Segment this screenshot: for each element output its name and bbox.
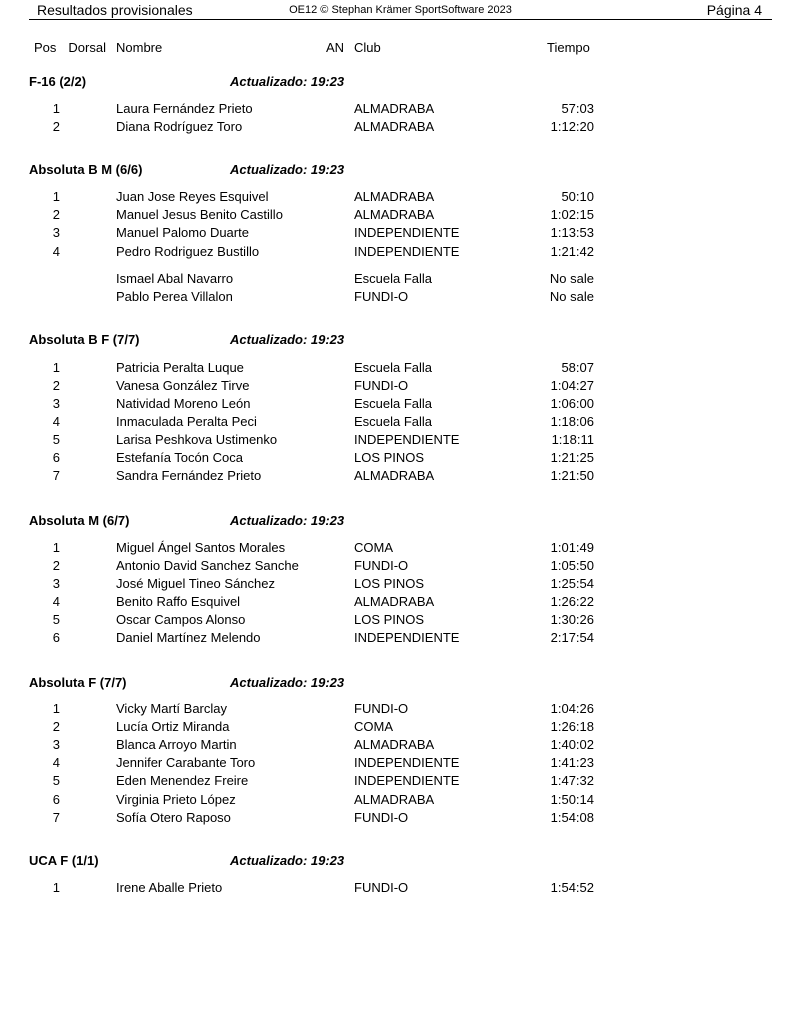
result-pos: 6 [52,630,60,645]
result-name: Larisa Peshkova Ustimenko [116,432,278,447]
col-header-dorsal [60,40,106,55]
result-row [0,880,800,898]
result-row [0,119,800,137]
result-time: 1:21:50 [550,468,594,483]
result-name: Manuel Palomo Duarte [116,225,249,240]
result-time: 1:06:00 [550,396,594,411]
category-title: Absoluta F (7/7) [29,675,127,690]
category-updated: Actualizado: 19:23 [230,853,345,868]
result-club: ALMADRABA [354,119,435,134]
result-name: Benito Raffo Esquivel [116,594,241,609]
result-row [0,360,800,378]
result-row [0,450,800,468]
result-pos: 7 [52,468,60,483]
result-row [0,432,800,450]
result-name: Virginia Prieto López [116,792,236,807]
software-credit: OE12 © Stephan Krämer SportSoftware 2023 [289,4,512,16]
result-club: INDEPENDIENTE [354,225,460,240]
result-name: Sandra Fernández Prieto [116,468,262,483]
result-time: 1:04:27 [550,378,594,393]
result-name: Patricia Peralta Luque [116,360,244,375]
result-pos: 1 [52,540,60,555]
result-row [0,468,800,486]
result-club: ALMADRABA [354,101,435,116]
result-club: LOS PINOS [354,612,425,627]
result-name: Jennifer Carabante Toro [116,755,256,770]
result-name: Lucía Ortiz Miranda [116,719,230,734]
result-row [0,755,800,773]
result-row [0,719,800,737]
result-club: INDEPENDIENTE [354,755,460,770]
result-pos: 6 [52,792,60,807]
result-row [0,225,800,243]
col-header-an: AN [326,40,345,55]
result-name: Irene Aballe Prieto [116,880,223,895]
result-time: 1:26:22 [550,594,594,609]
result-club: ALMADRABA [354,737,435,752]
result-club: FUNDI-O [354,810,409,825]
result-pos: 3 [52,396,60,411]
result-pos: 1 [52,189,60,204]
result-row [0,558,800,576]
result-name: Laura Fernández Prieto [116,101,253,116]
result-club: FUNDI-O [354,378,409,393]
result-club: ALMADRABA [354,468,435,483]
result-time: 1:30:26 [550,612,594,627]
category-title: Absoluta M (6/7) [29,513,130,528]
result-club: Escuela Falla [354,271,433,286]
result-name: Natividad Moreno León [116,396,251,411]
result-time: 1:01:49 [550,540,594,555]
category-updated: Actualizado: 19:23 [230,332,345,347]
result-row [0,189,800,207]
result-name: Miguel Ángel Santos Morales [116,540,286,555]
result-pos: 5 [52,432,60,447]
result-pos: 4 [52,244,60,259]
result-pos: 2 [52,207,60,222]
col-header-club: Club [354,40,381,55]
result-pos: 6 [52,450,60,465]
result-pos: 2 [52,119,60,134]
col-header-tiempo: Tiempo [547,40,590,55]
result-club: LOS PINOS [354,576,425,591]
result-pos: 3 [52,737,60,752]
result-pos: 4 [52,414,60,429]
result-club: Escuela Falla [354,414,433,429]
result-club: ALMADRABA [354,792,435,807]
result-pos: 4 [52,594,60,609]
result-time: 1:18:06 [550,414,594,429]
result-club: FUNDI-O [354,701,409,716]
result-row [0,612,800,630]
result-time: 50:10 [561,189,594,204]
result-club: ALMADRABA [354,189,435,204]
result-name: Pedro Rodriguez Bustillo [116,244,260,259]
result-time: 1:54:08 [550,810,594,825]
result-name: Eden Menendez Freire [116,773,249,788]
result-club: ALMADRABA [354,207,435,222]
result-row [0,792,800,810]
result-name: Ismael Abal Navarro [116,271,234,286]
result-row [0,773,800,791]
result-club: INDEPENDIENTE [354,630,460,645]
result-row [0,244,800,262]
result-club: INDEPENDIENTE [354,244,460,259]
result-name: Inmaculada Peralta Peci [116,414,257,429]
result-row [0,810,800,828]
result-name: Juan Jose Reyes Esquivel [116,189,269,204]
result-name: Estefanía Tocón Coca [116,450,243,465]
result-time: 1:21:42 [550,244,594,259]
result-row [0,378,800,396]
col-header-dorsal-text: Dorsal [68,40,106,55]
page-header [29,0,772,20]
result-club: Escuela Falla [354,360,433,375]
result-club: FUNDI-O [354,880,409,895]
col-header-nombre: Nombre [116,40,163,55]
result-row [0,396,800,414]
result-time: 1:25:54 [550,576,594,591]
result-pos: 1 [52,101,60,116]
result-pos: 5 [52,612,60,627]
result-time: 1:12:20 [550,119,594,134]
result-time: 1:21:25 [550,450,594,465]
result-pos: 2 [52,558,60,573]
result-name: José Miguel Tineo Sánchez [116,576,275,591]
result-time: No sale [549,271,594,286]
result-name: Antonio David Sanchez Sanche [116,558,299,573]
result-club: INDEPENDIENTE [354,432,460,447]
result-name: Diana Rodríguez Toro [116,119,243,134]
col-header-pos: Pos [34,40,57,55]
result-time: 1:05:50 [550,558,594,573]
result-name: Daniel Martínez Melendo [116,630,261,645]
result-name: Vanesa González Tirve [116,378,250,393]
result-pos: 3 [52,225,60,240]
result-row [0,414,800,432]
result-time: 1:26:18 [550,719,594,734]
result-time: 1:47:32 [550,773,594,788]
result-time: 58:07 [561,360,594,375]
result-name: Sofía Otero Raposo [116,810,231,825]
result-pos: 1 [52,360,60,375]
result-name: Vicky Martí Barclay [116,701,228,716]
result-club: Escuela Falla [354,396,433,411]
result-club: COMA [354,540,393,555]
result-club: LOS PINOS [354,450,425,465]
result-row [0,101,800,119]
result-row [0,289,800,307]
result-row [0,271,800,289]
result-time: 1:18:11 [551,432,594,447]
result-row [0,576,800,594]
category-updated: Actualizado: 19:23 [230,74,345,89]
result-pos: 5 [52,773,60,788]
result-row [0,207,800,225]
category-title: Absoluta B M (6/6) [29,162,143,177]
result-name: Pablo Perea Villalon [116,289,233,304]
result-club: FUNDI-O [354,558,409,573]
result-time: 1:41:23 [550,755,594,770]
category-updated: Actualizado: 19:23 [230,513,345,528]
result-name: Blanca Arroyo Martin [116,737,237,752]
category-title: UCA F (1/1) [29,853,99,868]
result-pos: 4 [52,755,60,770]
result-pos: 1 [52,701,60,716]
result-row [0,630,800,648]
result-pos: 2 [52,378,60,393]
category-title: Absoluta B F (7/7) [29,332,140,347]
result-name: Oscar Campos Alonso [116,612,246,627]
result-time: 1:02:15 [550,207,594,222]
result-time: No sale [549,289,594,304]
result-row [0,701,800,719]
result-row [0,737,800,755]
report-title: Resultados provisionales [37,2,193,18]
category-updated: Actualizado: 19:23 [230,162,345,177]
page-number: Página 4 [706,2,762,18]
result-club: INDEPENDIENTE [354,773,460,788]
result-club: ALMADRABA [354,594,435,609]
result-club: FUNDI-O [354,289,409,304]
result-time: 1:54:52 [550,880,594,895]
result-time: 1:40:02 [550,737,594,752]
result-time: 2:17:54 [550,630,594,645]
result-name: Manuel Jesus Benito Castillo [116,207,283,222]
result-time: 1:50:14 [550,792,594,807]
result-pos: 3 [52,576,60,591]
result-row [0,594,800,612]
result-time: 57:03 [561,101,594,116]
result-pos: 2 [52,719,60,734]
result-time: 1:13:53 [550,225,594,240]
result-time: 1:04:26 [550,701,594,716]
category-title: F-16 (2/2) [29,74,87,89]
category-updated: Actualizado: 19:23 [230,675,345,690]
result-row [0,540,800,558]
result-club: COMA [354,719,393,734]
result-pos: 7 [52,810,60,825]
result-pos: 1 [52,880,60,895]
